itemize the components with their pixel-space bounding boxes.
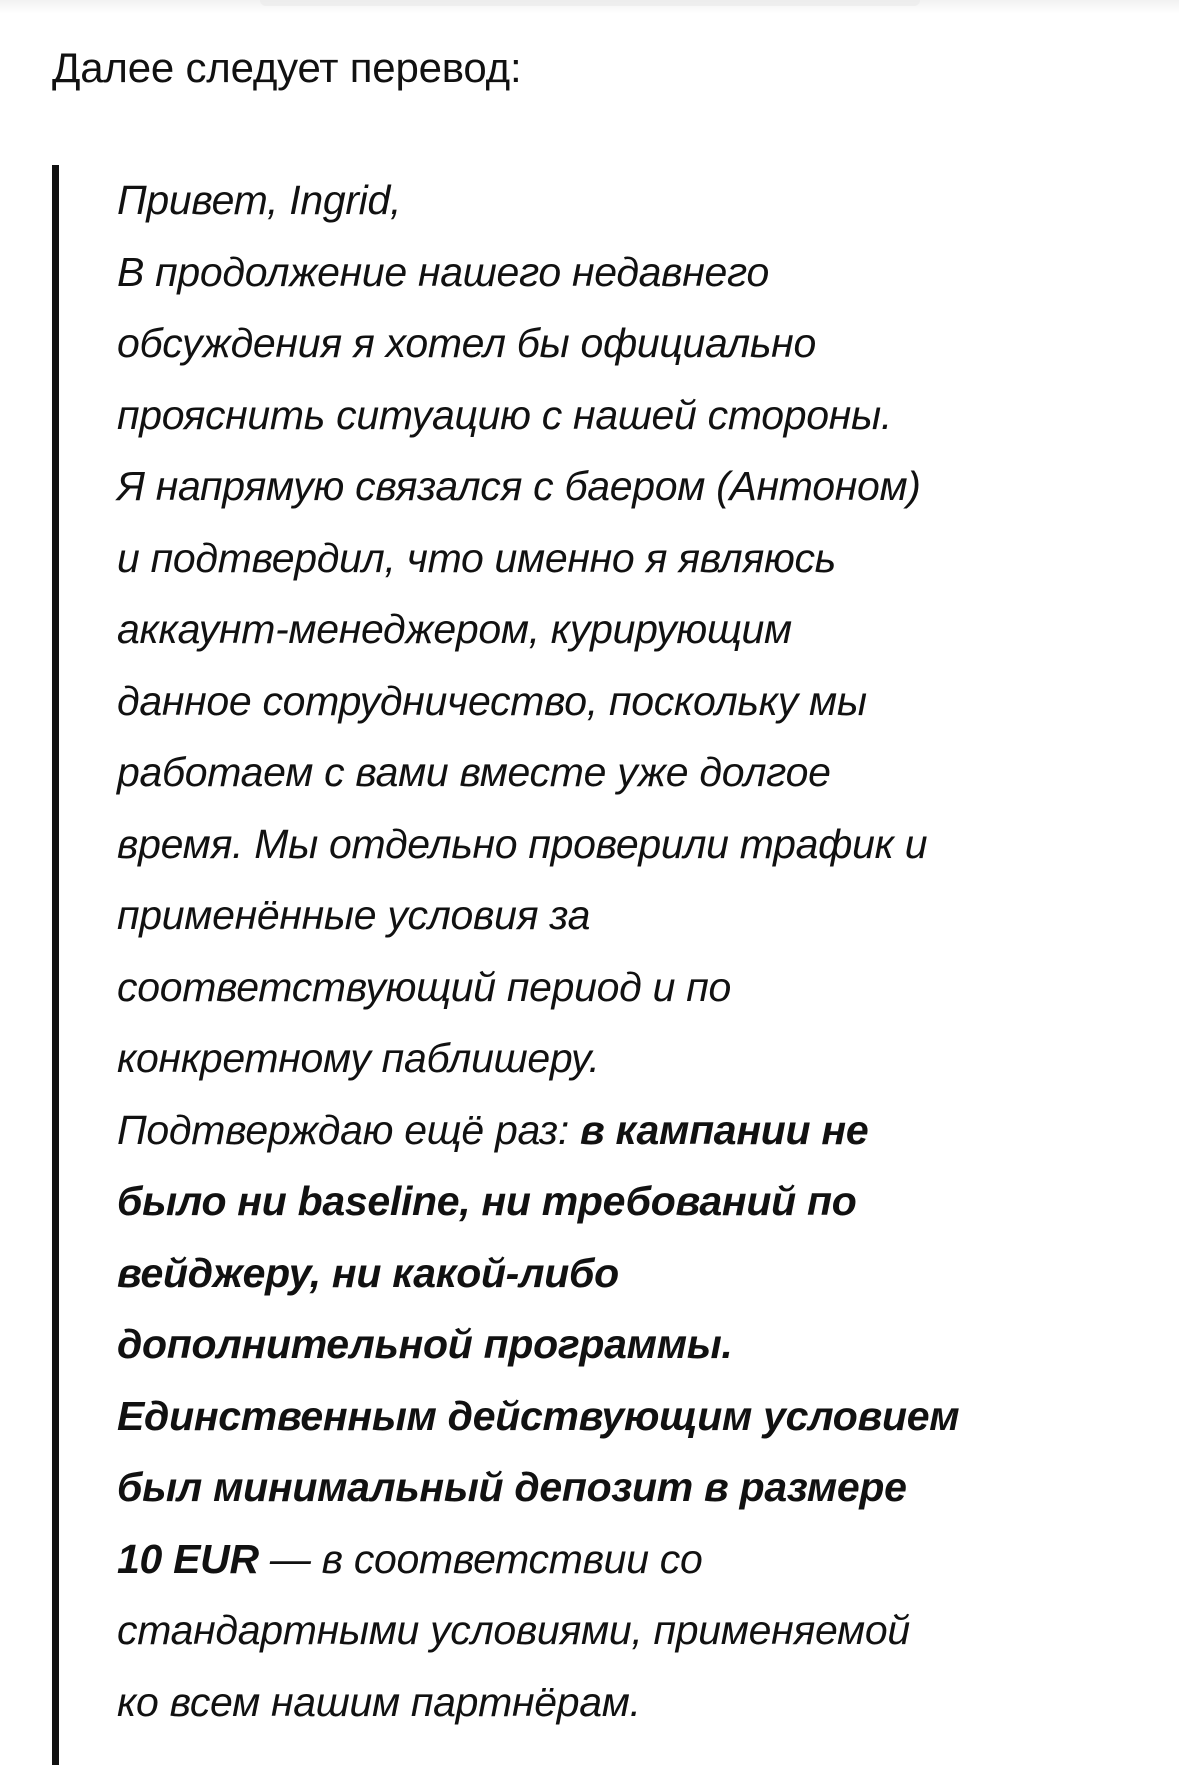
confirm-line bbox=[117, 1095, 1137, 1167]
text-line: конкретному паблишеру. bbox=[117, 1035, 600, 1081]
previous-bubble-edge bbox=[260, 0, 920, 6]
bold-text: вейджеру, ни какой-либо bbox=[117, 1249, 619, 1296]
blockquote bbox=[52, 165, 1179, 1765]
text-line: данное сотрудничество, поскольку мы bbox=[117, 677, 867, 724]
confirm-prefix: Подтверждаю ещё раз: bbox=[117, 1106, 580, 1153]
text-line: работаем с вами вместе уже долгое bbox=[117, 749, 831, 795]
text-line: применённые условия за bbox=[117, 892, 591, 938]
text-line: В продолжение нашего недавнего bbox=[117, 248, 770, 295]
text-line: соответствующий период и по bbox=[117, 963, 731, 1010]
text-line: и подтвердил, что именно я являюсь bbox=[117, 534, 836, 581]
text-line: стандартными условиями, применяемой bbox=[117, 1607, 910, 1653]
mixed-line bbox=[117, 1524, 1137, 1596]
bold-text: дополнительной программы. bbox=[117, 1321, 733, 1367]
bold-line bbox=[117, 1166, 1137, 1238]
bold-text: в кампании не bbox=[580, 1106, 869, 1153]
bold-text: Единственным действующим условием bbox=[117, 1392, 960, 1439]
bold-line bbox=[117, 1381, 1137, 1453]
text-line: Я напрямую связался с баером (Антоном) bbox=[117, 463, 921, 509]
bold-line bbox=[117, 1309, 1137, 1381]
text-line: прояснить ситуацию с нашей стороны. bbox=[117, 391, 892, 438]
text-line: аккаунт-менеджером, курирующим bbox=[117, 606, 792, 652]
text-line: обсуждения я хотел бы официально bbox=[117, 320, 816, 366]
bold-text: был минимальный депозит в размере bbox=[117, 1464, 907, 1510]
greeting-line: Привет, Ingrid, bbox=[117, 177, 402, 223]
text-line: ко всем нашим партнёрам. bbox=[117, 1678, 641, 1725]
bold-line bbox=[117, 1452, 1137, 1524]
bold-line bbox=[117, 1238, 1137, 1310]
intro-text: Далее следует перевод: bbox=[52, 44, 522, 91]
bold-text: 10 EUR bbox=[117, 1535, 259, 1582]
text-segment: — в соответствии со bbox=[258, 1535, 703, 1582]
text-line: время. Мы отдельно проверили трафик и bbox=[117, 820, 928, 867]
bold-text: было ни baseline, ни требований по bbox=[117, 1178, 857, 1224]
